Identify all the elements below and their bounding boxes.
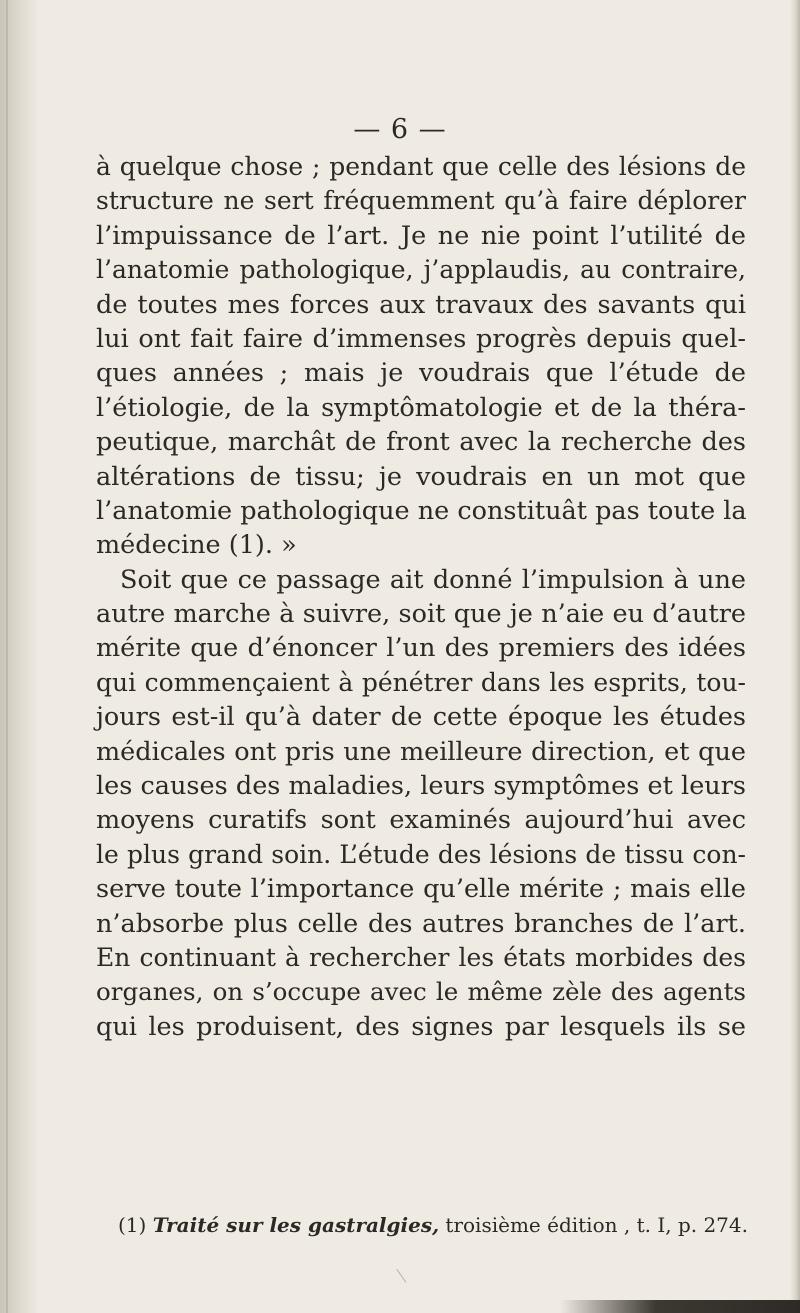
text-line: à quelque chose ; pendant que celle des lésions de bbox=[96, 152, 746, 181]
page-right-edge bbox=[790, 0, 800, 1313]
binding-gutter-shadow bbox=[0, 0, 40, 1313]
footnote-cited-title: Traité sur les gastralgies, bbox=[152, 1213, 440, 1237]
text-line-paragraph-end: médecine (1). » bbox=[96, 530, 297, 561]
text-line: l’étiologie, de la symptômatologie et de la théra- bbox=[96, 392, 746, 423]
body-text bbox=[96, 150, 746, 1044]
text-line: l’anatomie pathologique, j’applaudis, au contraire, bbox=[96, 255, 746, 285]
text-line: peutique, marchât de front avec la recherche des bbox=[96, 427, 746, 458]
text-line: organes, on s’occupe avec le même zèle des agents bbox=[96, 977, 746, 1007]
text-line: ques années ; mais je voudrais que l’étude de bbox=[96, 358, 746, 389]
text-line: En continuant à rechercher les états morbides des bbox=[96, 942, 746, 972]
scan-bottom-shadow bbox=[560, 1300, 800, 1313]
text-line: n’absorbe plus celle des autres branches de l’art. bbox=[96, 908, 746, 939]
text-line: lui ont fait faire d’immenses progrès depuis quel- bbox=[96, 323, 746, 354]
text-line: structure ne sert fréquemment qu’à faire déplorer bbox=[96, 186, 746, 216]
text-line: l’anatomie pathologique ne constituât pas toute la bbox=[96, 495, 747, 526]
footnote-marker: (1) bbox=[118, 1213, 147, 1237]
text-line: moyens curatifs sont examinés aujourd’hui avec bbox=[96, 805, 746, 836]
text-line: de toutes mes forces aux travaux des savants qui bbox=[96, 289, 746, 320]
text-line: l’impuissance de l’art. Je ne nie point l’utilité de bbox=[96, 220, 746, 251]
text-line: serve toute l’importance qu’elle mérite ; mais elle bbox=[96, 874, 746, 905]
text-line-paragraph-start: Soit que ce passage ait donné l’impulsion à une bbox=[120, 564, 746, 595]
text-line: le plus grand soin. L’étude des lésions de tissu con- bbox=[96, 839, 746, 869]
page-number: — 6 — bbox=[353, 114, 447, 145]
text-line: les causes des maladies, leurs symptômes et leurs bbox=[96, 771, 746, 802]
text-line: altérations de tissu; je voudrais en un mot que bbox=[96, 461, 746, 492]
footnote bbox=[118, 1212, 758, 1238]
text-line: médicales ont pris une meilleure direction, et que bbox=[96, 736, 746, 767]
footnote-citation-details: troisième édition , t. I, p. 274. bbox=[445, 1213, 748, 1237]
text-line: qui commençaient à pénétrer dans les esprits, tou- bbox=[96, 667, 746, 697]
text-line: qui les produisent, des signes par lesquels ils se bbox=[96, 1011, 746, 1042]
text-line: mérite que d’énoncer l’un des premiers des idées bbox=[96, 633, 746, 664]
text-line: jours est-il qu’à dater de cette époque les études bbox=[96, 702, 746, 733]
text-line: autre marche à suivre, soit que je n’aie eu d’autre bbox=[96, 599, 746, 630]
stray-pen-mark bbox=[396, 1263, 414, 1282]
